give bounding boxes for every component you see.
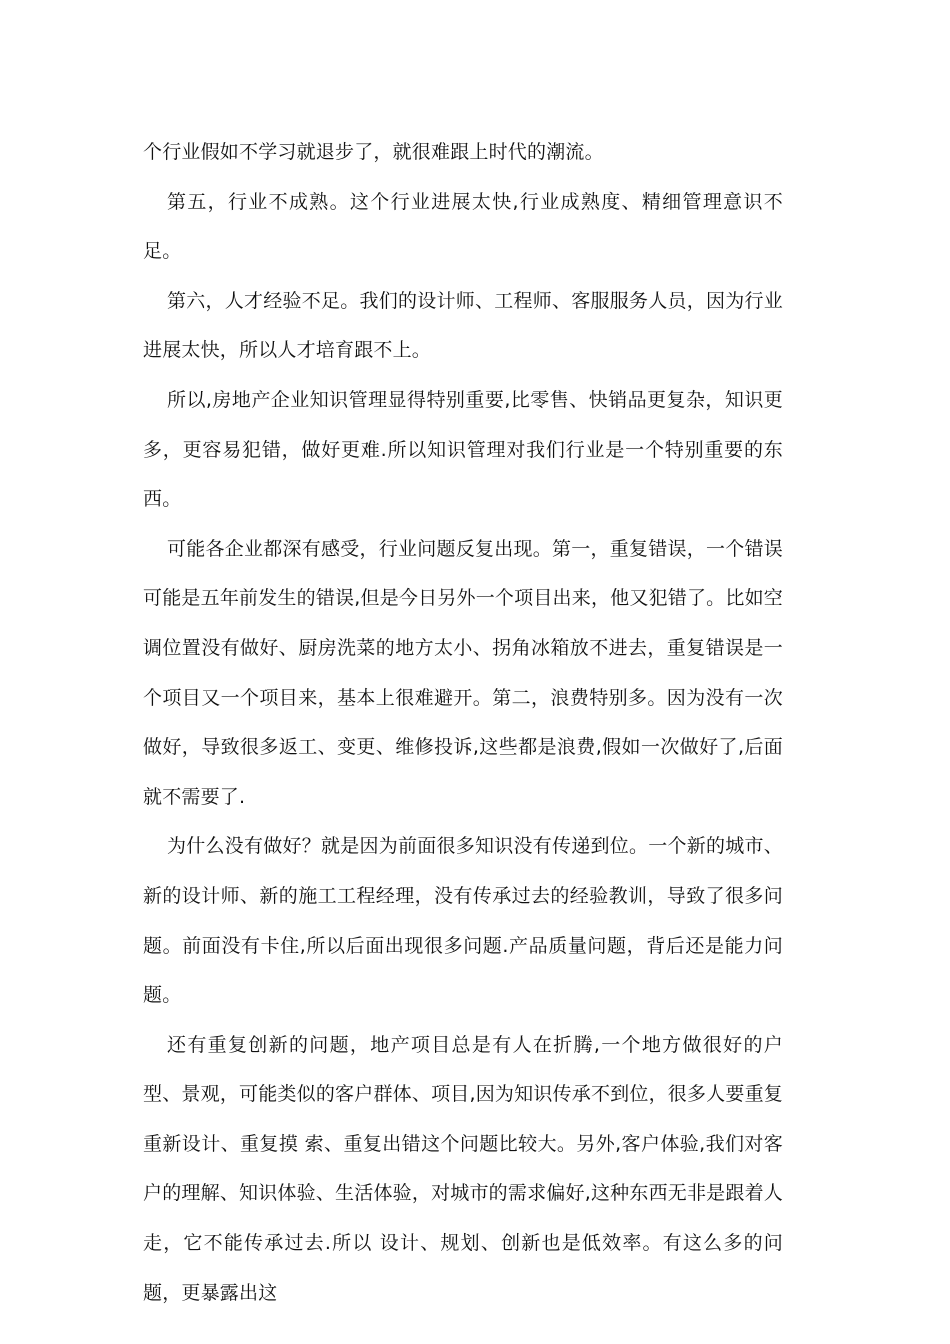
document-body (143, 128, 783, 1318)
paragraph-repeated-problems: 可能各企业都深有感受，行业问题反复出现。第一，重复错误，一个错误可能是五年前发生的错误,但是今日另外一个项目出来，他又犯错了。比如空调位置没有做好、厨房洗菜的地方太小、拐角冰箱放不进去，重复错误是一个项目又一个项目来，基本上很难避开。第二，浪费特别多。因为没有一次做好，导致很多返工、变更、维修投诉,这些都是浪费,假如一次做好了,后面就不需要了. (143, 537, 783, 808)
paragraph-why-not-done: 为什么没有做好？就是因为前面很多知识没有传递到位。一个新的城市、新的设计师、新的施工工程经理，没有传承过去的经验教训，导致了很多问题。前面没有卡住,所以后面出现很多问题.产品质量问题，背后还是能力问题。 (143, 835, 783, 1007)
paragraph-knowledge-importance: 所以,房地产企业知识管理显得特别重要,比零售、快销品更复杂，知识更多，更容易犯错，做好更难.所以知识管理对我们行业是一个特别重要的东西。 (143, 388, 783, 511)
paragraph-fifth-point: 第五，行业不成熟。这个行业进展太快,行业成熟度、精细管理意识不足。 (143, 190, 783, 263)
paragraph-repeated-innovation: 还有重复创新的问题，地产项目总是有人在折腾,一个地方做很好的户型、景观，可能类似的客户群体、项目,因为知识传承不到位，很多人要重复重新设计、重复摸 索、重复出错这个问题比较大。另外,客户体验,我们对客户的理解、知识体验、生活体验，对城市的需求偏好,这种东西无非是跟着人走，它不能传承过去.所以 设计、规划、创新也是低效率。有这么多的问题，更暴露出这 (143, 1033, 783, 1304)
paragraph-sixth-point: 第六，人才经验不足。我们的设计师、工程师、客服服务人员，因为行业进展太快，所以人才培育跟不上。 (143, 289, 783, 362)
paragraph-continuation: 个行业假如不学习就退步了，就很难跟上时代的潮流。 (143, 141, 604, 163)
